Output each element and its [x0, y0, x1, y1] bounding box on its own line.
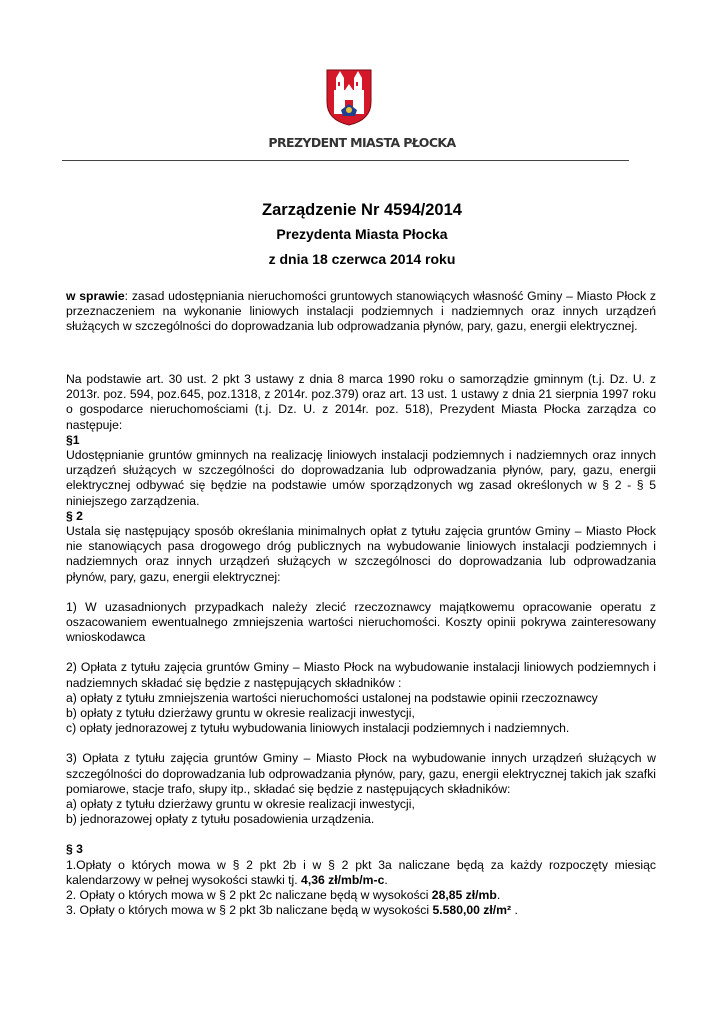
section-2-point-2c: c) opłaty jednorazowej z tytułu wybudowania liniowych instalacji podziemnych i nadziemnych.	[66, 721, 570, 736]
section-1-text: Udostępnianie gruntów gminnych na realizację liniowych instalacji podziemnych i nadziemnych oraz innych urządzeń służących w szczególności do doprowadzania lub odprowadzania płynów, pary, gazu, energii elektrycznej odbywać się będzie na podstawie umów sporządzonych wg zasad określonych w § 2 - § 5 niniejszego zarządzenia.	[66, 448, 656, 508]
document-title	[0, 198, 724, 271]
section-3-line-1: 1.Opłaty o których mowa w § 2 pkt 2b i w § 2 pkt 3a naliczane będą za każdy rozpoczęty miesiąc kalendarzowy w pełnej wysokości stawki tj. 4,36 zł/mb/m-c.	[66, 857, 656, 887]
issue-date: z dnia 18 czerwca 2014 roku	[268, 251, 456, 267]
section-2-point-3a: a) opłaty z tytułu dzierżawy gruntu w okresie realizacji inwestycji,	[66, 797, 415, 812]
header-divider	[62, 160, 629, 161]
section-2-point-2a: a) opłaty z tytułu zmniejszenia wartości nieruchomości ustalonej na podstawie opinii rzeczoznawcy	[66, 690, 598, 705]
device-fee-value: 5.580,00 zł/m²	[432, 903, 512, 918]
office-name: PREZYDENT MIASTA PŁOCKA	[268, 135, 456, 150]
subject-text: : zasad udostępniania nieruchomości gruntowych stanowiących własność Gminy – Miasto Płock z przeznaczeniem na wykonanie liniowych instalacji podziemnych i nadziemnych oraz innych urządzeń służących w szczególności do doprowadzania lub odprowadzania płynów, pary, gazu, energii elektrycznej.	[66, 289, 656, 334]
issuer: Prezydenta Miasta Płocka	[276, 226, 448, 242]
ordinance-number: Zarządzenie Nr 4594/2014	[262, 201, 462, 219]
section-2-point-2: 2) Opłata z tytułu zajęcia gruntów Gminy – Miasto Płock na wybudowanie instalacji liniowych podziemnych i nadziemnych składać się będzie z następujących składników :	[66, 660, 656, 690]
section-2-point-2b: b) opłaty z tytułu dzierżawy gruntu w okresie realizacji inwestycji,	[66, 706, 415, 721]
lease-rate-value: 4,36 zł/mb/m-c	[301, 872, 385, 887]
section-3-line-2: 2. Opłaty o których mowa w § 2 pkt 2c naliczane będą w wysokości 28,85 zł/mb.	[66, 888, 501, 903]
subject-paragraph	[66, 289, 656, 335]
city-coat-of-arms	[325, 68, 373, 126]
section-2-heading: § 2	[66, 508, 83, 523]
section-2-point-3b: b) jednorazowej opłaty z tytułu posadowienia urządzenia.	[66, 812, 375, 827]
section-3-line-3: 3. Opłaty o których mowa w § 2 pkt 3b naliczane będą w wysokości 5.580,00 zł/m² .	[66, 903, 518, 918]
section-1-heading: §1	[66, 432, 80, 447]
section-2-point-1: 1) W uzasadnionych przypadkach należy zlecić rzeczoznawcy majątkowemu opracowanie operatu z oszacowaniem ewentualnego zmniejszenia wartości nieruchomości. Koszty opinii pokrywa zainteresowany wnioskodawca	[66, 599, 656, 645]
section-2-point-3: 3) Opłata z tytułu zajęcia gruntów Gminy – Miasto Płock na wybudowanie innych urządzeń służących w szczególności do doprowadzania lub odprowadzania płynów, pary, gazu, energii elektrycznej takich jak szafki pomiarowe, stacje trafo, słupy itp., składać się będzie z następujących składników:	[66, 751, 656, 796]
section-2-intro: Ustala się następujący sposób określania minimalnych opłat z tytułu zajęcia gruntów Gminy – Miasto Płock nie stanowiących pasa drogowego dróg publicznych na wybudowanie liniowych instalacji podziemnych i nadziemnych oraz innych urządzeń służących w szczególnosci do doprowadzania lub odprowadzania płynów, pary, gazu, energii elektrycznej:	[66, 524, 656, 584]
subject-label: w sprawie	[66, 289, 125, 303]
preamble: Na podstawie art. 30 ust. 2 pkt 3 ustawy z dnia 8 marca 1990 roku o samorządzie gminnym (t.j. Dz. U. z 2013r. poz. 594, poz.645, poz.1318, z 2014r. poz.379) oraz art. 13 ust. 1 ustawy z dnia 21 sierpnia 1997 roku o gospodarce nieruchomościami (t.j. Dz. U. z 2014r. poz. 518), Prezydent Miasta Płocka zarządza co następuje:	[66, 372, 656, 432]
linear-fee-value: 28,85 zł/mb	[431, 888, 497, 903]
document-body	[66, 372, 656, 919]
section-3-heading: § 3	[66, 842, 83, 857]
